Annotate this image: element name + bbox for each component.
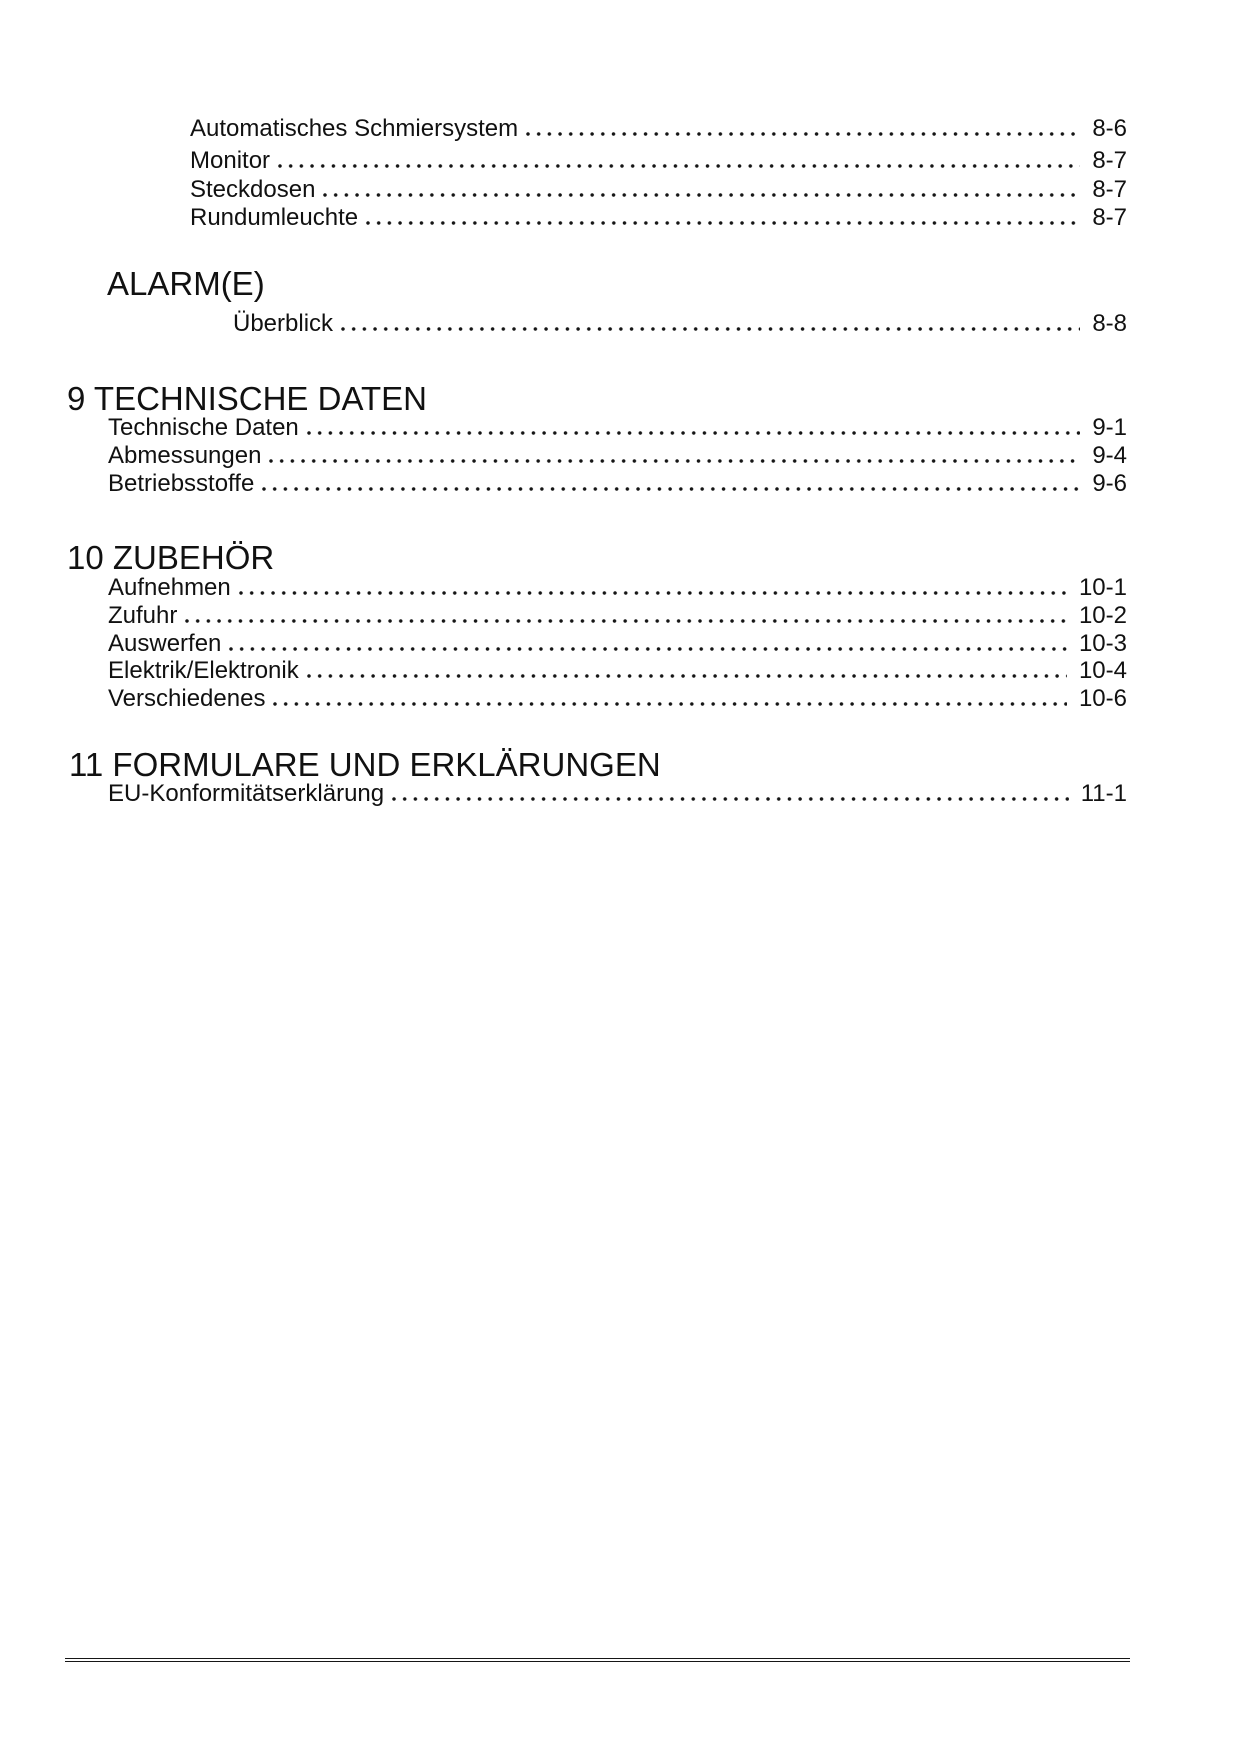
toc-entry-label: EU-Konformitätserklärung: [108, 780, 385, 807]
dot-leader: [229, 647, 1067, 651]
toc-entry-page: 11-1: [1080, 780, 1127, 807]
toc-chapter-heading-9: 9 TECHNISCHE DATEN: [67, 380, 428, 417]
toc-entry-page: 8-8: [1092, 310, 1127, 337]
dot-leader: [307, 674, 1067, 678]
dot-leader: [366, 221, 1080, 225]
footer-rule: [65, 1658, 1130, 1662]
toc-entry: [190, 115, 1127, 143]
dot-leader: [269, 459, 1080, 463]
toc-entry-page: 8-6: [1092, 115, 1127, 142]
toc-entry: [233, 310, 1127, 338]
toc-entry: [108, 630, 1127, 658]
dot-leader: [341, 327, 1080, 331]
dot-leader: [526, 132, 1080, 136]
toc-entry-label: Rundumleuchte: [190, 204, 359, 231]
toc-entry-page: 9-1: [1092, 414, 1127, 441]
toc-entry-page: 10-3: [1078, 630, 1127, 657]
dot-leader: [323, 193, 1080, 197]
toc-entry: [108, 657, 1127, 685]
toc-chapter-heading-10: 10 ZUBEHÖR: [67, 539, 275, 576]
toc-entry-label: Auswerfen: [108, 630, 222, 657]
toc-entry-label: Abmessungen: [108, 442, 262, 469]
toc-entry-page: 10-4: [1078, 657, 1127, 684]
dot-leader: [307, 431, 1081, 435]
dot-leader: [239, 591, 1067, 595]
toc-entry: [108, 470, 1127, 498]
toc-chapter-heading-11: 11 FORMULARE UND ERKLÄRUNGEN: [69, 746, 661, 783]
toc-entry-label: Verschiedenes: [108, 685, 266, 712]
toc-entry-page: 9-4: [1092, 442, 1127, 469]
toc-entry-label: Technische Daten: [108, 414, 299, 441]
toc-entry-page: 8-7: [1092, 147, 1127, 174]
toc-entry-page: 8-7: [1092, 176, 1127, 203]
toc-entry: [108, 574, 1127, 602]
toc-entry-label: Elektrik/Elektronik: [108, 657, 299, 684]
toc-entry-label: Monitor: [190, 147, 271, 174]
toc-entry-label: Zufuhr: [108, 602, 178, 629]
toc-entry: [108, 685, 1127, 713]
toc-entry-label: Überblick: [233, 310, 334, 337]
toc-section-heading-alarme: ALARM(E): [107, 265, 265, 302]
dot-leader: [392, 797, 1069, 801]
toc-entry-label: Betriebsstoffe: [108, 470, 255, 497]
toc-entry-page: 10-2: [1078, 602, 1127, 629]
dot-leader: [185, 619, 1067, 623]
dot-leader: [278, 164, 1080, 168]
toc-entry-page: 9-6: [1092, 470, 1127, 497]
toc-entry: [108, 414, 1127, 442]
dot-leader: [262, 487, 1080, 491]
dot-leader: [273, 702, 1067, 706]
toc-entry: [190, 176, 1127, 204]
toc-entry-label: Steckdosen: [190, 176, 316, 203]
toc-entry: [190, 204, 1127, 232]
toc-entry: [108, 442, 1127, 470]
toc-entry: [190, 147, 1127, 175]
toc-entry-page: 10-6: [1078, 685, 1127, 712]
toc-entry: [108, 602, 1127, 630]
toc-entry: [108, 780, 1127, 808]
toc-entry-page: 10-1: [1078, 574, 1127, 601]
toc-entry-label: Aufnehmen: [108, 574, 231, 601]
toc-entry-page: 8-7: [1092, 204, 1127, 231]
toc-entry-label: Automatisches Schmiersystem: [190, 115, 519, 142]
